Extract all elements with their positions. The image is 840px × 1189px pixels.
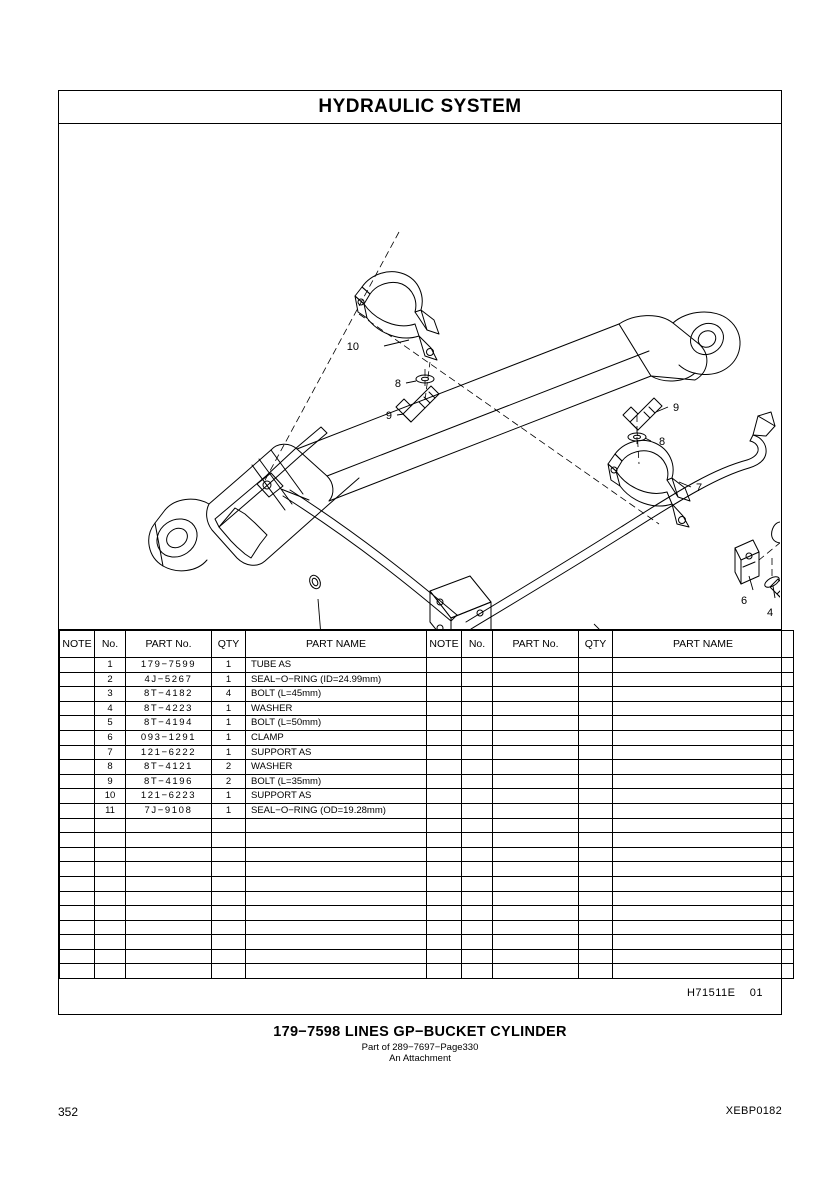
cell-no-right [462,920,493,935]
cell-qty-right [579,949,613,964]
table-row [60,774,794,789]
header-partname-right: PART NAME [613,631,794,658]
caption-subtitle-2: An Attachment [389,1053,451,1064]
callout-6: 6 [741,595,748,607]
cell-note-right [427,891,462,906]
cell-no: 5 [95,716,126,731]
cell-part-name [246,906,427,921]
cell-part-name [246,949,427,964]
table-row [60,672,794,687]
cell-note [60,862,95,877]
cell-part-no [126,818,212,833]
cell-no-right [462,716,493,731]
cell-part-no-right [493,789,579,804]
cell-no-right [462,949,493,964]
cell-note [60,949,95,964]
cell-note [60,701,95,716]
cell-part-no-right [493,833,579,848]
table-row [60,949,794,964]
cell-part-no: 4J−5267 [126,672,212,687]
cell-qty: 1 [212,658,246,673]
cell-qty: 4 [212,687,246,702]
cell-part-no: 121−6222 [126,745,212,760]
cell-no [95,862,126,877]
cell-no [95,847,126,862]
table-row [60,658,794,673]
cell-qty [212,847,246,862]
cell-note-right [427,847,462,862]
cell-part-no: 8T−4223 [126,701,212,716]
cell-part-no-right [493,716,579,731]
cell-note-right [427,687,462,702]
cell-no: 1 [95,658,126,673]
cell-part-name [246,891,427,906]
cell-qty [212,862,246,877]
cell-part-name [246,833,427,848]
cell-part-no-right [493,949,579,964]
cell-part-name: CLAMP [246,730,427,745]
cell-qty-right [579,745,613,760]
cell-part-no-right [493,818,579,833]
cell-qty [212,906,246,921]
cell-part-name-right [613,891,794,906]
cell-note [60,658,95,673]
cell-note-right [427,949,462,964]
cell-part-no: 8T−4196 [126,774,212,789]
cell-qty [212,891,246,906]
cell-part-name: SEAL−O−RING (ID=24.99mm) [246,672,427,687]
cell-note-right [427,730,462,745]
cell-no-right [462,701,493,716]
cell-part-no-right [493,920,579,935]
cell-part-no: 179−7599 [126,658,212,673]
cell-qty-right [579,803,613,818]
cell-note [60,760,95,775]
cell-note-right [427,672,462,687]
cell-part-no-right [493,730,579,745]
cell-note [60,789,95,804]
cell-part-name: WASHER [246,760,427,775]
cell-no: 3 [95,687,126,702]
table-row [60,745,794,760]
cell-part-no-right [493,774,579,789]
table-row [60,687,794,702]
cell-part-no [126,862,212,877]
cell-part-name-right [613,716,794,731]
cell-no-right [462,672,493,687]
cell-qty-right [579,774,613,789]
cell-no [95,906,126,921]
callout-9-right: 9 [673,402,680,414]
cell-note [60,803,95,818]
cell-part-no-right [493,745,579,760]
cell-note-right [427,935,462,950]
cell-part-name-right [613,818,794,833]
cell-qty [212,920,246,935]
header-qty-right: QTY [579,631,613,658]
cell-part-name-right [613,833,794,848]
cell-qty-right [579,833,613,848]
table-row [60,847,794,862]
cell-part-name-right [613,949,794,964]
cell-part-no-right [493,891,579,906]
cell-qty-right [579,658,613,673]
cell-qty-right [579,789,613,804]
cell-note-right [427,658,462,673]
cell-part-name-right [613,672,794,687]
cell-part-no-right [493,658,579,673]
cell-qty-right [579,716,613,731]
figure-caption [58,1024,782,1064]
cell-no-right [462,730,493,745]
cell-part-no: 121−6223 [126,789,212,804]
illustration-svg [59,124,780,630]
cell-no-right [462,687,493,702]
cell-no-right [462,876,493,891]
cell-no: 8 [95,760,126,775]
cell-part-name-right [613,701,794,716]
cell-part-name-right [613,658,794,673]
cell-part-name [246,847,427,862]
cell-part-name-right [613,935,794,950]
cell-no: 7 [95,745,126,760]
cell-part-no: 8T−4194 [126,716,212,731]
cell-part-name-right [613,789,794,804]
cell-part-name-right [613,803,794,818]
callout-10: 10 [346,341,359,353]
cell-qty [212,876,246,891]
cell-part-no [126,847,212,862]
table-row [60,920,794,935]
header-no-right: No. [462,631,493,658]
cell-note-right [427,774,462,789]
cell-part-name: WASHER [246,701,427,716]
cell-qty [212,818,246,833]
cell-part-name [246,862,427,877]
cell-part-name: SUPPORT AS [246,789,427,804]
header-note-left: NOTE [60,631,95,658]
cell-part-no: 7J−9108 [126,803,212,818]
cell-no-right [462,658,493,673]
cell-no-right [462,935,493,950]
cell-part-name-right [613,876,794,891]
cell-note [60,745,95,760]
drawing-code-text: H71511E [686,987,736,999]
cell-part-no: 8T−4182 [126,687,212,702]
cell-part-name-right [613,687,794,702]
cell-note [60,716,95,731]
cell-part-name: BOLT (L=35mm) [246,774,427,789]
cell-qty: 1 [212,716,246,731]
cell-note [60,687,95,702]
cell-note-right [427,876,462,891]
cell-qty: 1 [212,745,246,760]
cell-part-no-right [493,701,579,716]
table-header-row [60,631,794,658]
cell-note-right [427,920,462,935]
cell-qty: 1 [212,803,246,818]
cell-part-name [246,876,427,891]
cell-part-no [126,920,212,935]
cell-part-name: SUPPORT AS [246,745,427,760]
cell-note [60,672,95,687]
cell-qty [212,949,246,964]
cell-qty-right [579,891,613,906]
cell-note-right [427,906,462,921]
cell-qty: 1 [212,701,246,716]
cell-qty-right [579,701,613,716]
cell-no [95,818,126,833]
cell-no: 11 [95,803,126,818]
cell-no-right [462,833,493,848]
section-title: HYDRAULIC SYSTEM [318,96,522,117]
header-partname-left: PART NAME [246,631,427,658]
drawing-code [687,987,763,999]
cell-note-right [427,833,462,848]
cell-part-name-right [613,906,794,921]
parts-table [59,630,781,975]
cell-no: 9 [95,774,126,789]
cell-qty: 1 [212,672,246,687]
table-row [60,701,794,716]
cell-note [60,730,95,745]
cell-no [95,949,126,964]
cell-qty [212,935,246,950]
cell-note [60,774,95,789]
header-note-right: NOTE [427,631,462,658]
cell-note-right [427,862,462,877]
cell-part-no-right [493,862,579,877]
cell-part-name: BOLT (L=45mm) [246,687,427,702]
table-row [60,876,794,891]
cell-note [60,876,95,891]
cell-part-no-right [493,803,579,818]
caption-subtitle-1: Part of 289−7697−Page330 [361,1042,479,1053]
cell-part-name-right [613,745,794,760]
cell-part-name-right [613,774,794,789]
cell-qty-right [579,687,613,702]
cell-part-no-right [493,906,579,921]
cell-note-right [427,716,462,731]
cell-part-name: BOLT (L=50mm) [246,716,427,731]
caption-title: 179−7598 LINES GP−BUCKET CYLINDER [273,1024,567,1040]
cell-no [95,876,126,891]
cell-qty-right [579,760,613,775]
cell-note [60,833,95,848]
cell-note-right [427,818,462,833]
callout-4: 4 [767,607,774,619]
cell-no [95,920,126,935]
cell-part-name-right [613,730,794,745]
cell-note [60,906,95,921]
cell-part-name-right [613,760,794,775]
cell-no [95,833,126,848]
callout-7: 7 [696,482,703,494]
cell-no-right [462,760,493,775]
cell-part-name: TUBE AS [246,658,427,673]
cell-part-no-right [493,760,579,775]
drawing-code-strip [59,975,781,1014]
header-qty-left: QTY [212,631,246,658]
table-row [60,789,794,804]
cell-qty: 1 [212,789,246,804]
cell-part-no-right [493,847,579,862]
cell-part-name-right [613,862,794,877]
header-partno-right: PART No. [493,631,579,658]
cell-qty-right [579,862,613,877]
table-row [60,730,794,745]
section-title-band [59,91,781,124]
cell-note-right [427,745,462,760]
cell-no-right [462,862,493,877]
cell-note [60,891,95,906]
cell-qty-right [579,876,613,891]
cell-no-right [462,789,493,804]
cell-no-right [462,847,493,862]
cell-part-no: 093−1291 [126,730,212,745]
cell-part-name-right [613,847,794,862]
cell-no-right [462,745,493,760]
document-code: XEBP0182 [725,1105,782,1117]
table-row [60,818,794,833]
cell-note [60,920,95,935]
cell-no-right [462,803,493,818]
page-number: 352 [58,1105,79,1119]
table-row [60,833,794,848]
callout-9-upper: 9 [385,410,392,422]
cell-qty-right [579,730,613,745]
cell-qty-right [579,672,613,687]
cell-no: 10 [95,789,126,804]
cell-note-right [427,803,462,818]
table-row [60,716,794,731]
cell-part-no-right [493,935,579,950]
cell-part-no-right [493,672,579,687]
table-row [60,803,794,818]
header-no-left: No. [95,631,126,658]
cell-note-right [427,789,462,804]
cell-part-no-right [493,687,579,702]
cell-no [95,891,126,906]
table-row [60,891,794,906]
table-row [60,760,794,775]
callout-8-right: 8 [659,436,666,448]
cell-part-no [126,833,212,848]
cell-no-right [462,774,493,789]
callout-8-upper: 8 [394,378,401,390]
table-row [60,906,794,921]
cell-part-name [246,920,427,935]
cell-part-name-right [613,920,794,935]
cell-part-no [126,906,212,921]
cell-no-right [462,818,493,833]
cell-part-name [246,935,427,950]
cell-qty-right [579,818,613,833]
cell-part-no [126,949,212,964]
header-partno-left: PART No. [126,631,212,658]
cell-qty: 2 [212,774,246,789]
cell-qty-right [579,935,613,950]
cell-note [60,847,95,862]
cell-part-no [126,876,212,891]
cell-qty: 2 [212,760,246,775]
exploded-view-illustration [59,124,781,630]
cell-qty-right [579,847,613,862]
cell-no: 4 [95,701,126,716]
cell-note-right [427,701,462,716]
drawing-code-rev: 01 [749,987,763,999]
cell-qty: 1 [212,730,246,745]
cell-part-no [126,935,212,950]
cell-part-no [126,891,212,906]
cell-part-no-right [493,876,579,891]
cell-no-right [462,891,493,906]
table-row [60,862,794,877]
cell-part-name: SEAL−O−RING (OD=19.28mm) [246,803,427,818]
cell-note [60,935,95,950]
cell-qty-right [579,920,613,935]
cell-qty [212,833,246,848]
cell-no [95,935,126,950]
cell-qty-right [579,906,613,921]
cell-note [60,818,95,833]
table-row [60,935,794,950]
cell-no: 2 [95,672,126,687]
cell-note-right [427,760,462,775]
drawing-frame [58,90,782,1015]
cell-no-right [462,906,493,921]
cell-no: 6 [95,730,126,745]
cell-part-no: 8T−4121 [126,760,212,775]
cell-part-name [246,818,427,833]
